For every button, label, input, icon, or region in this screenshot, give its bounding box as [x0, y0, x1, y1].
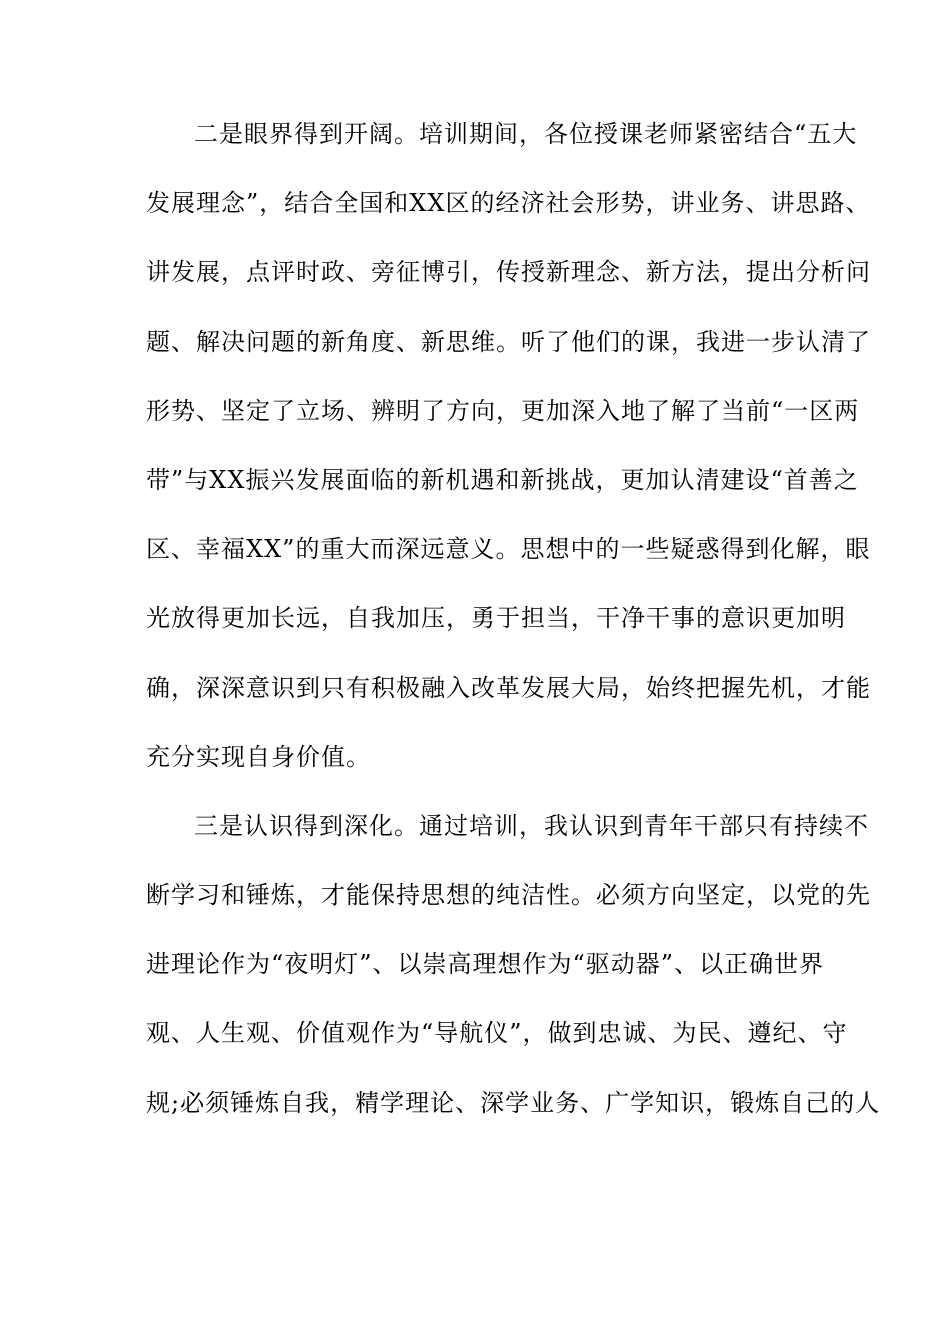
- paragraph-3-line-5: 规;必须锤炼自我，精学理论、深学业务、广学知识，锻炼自己的人: [146, 1088, 881, 1117]
- paragraph-2-line-9: 确，深深意识到只有积极融入改革发展大局，始终把握先机，才能: [146, 673, 871, 702]
- paragraph-2-line-1: 二是眼界得到开阔。培训期间，各位授课老师紧密结合“五大: [194, 120, 858, 148]
- paragraph-3-line-1: 三是认识得到深化。通过培训，我认识到青年干部只有持续不: [194, 811, 869, 840]
- paragraph-3-line-3: 进理论作为“夜明灯”、以崇高理想作为“驱动器”、以正确世界: [146, 950, 825, 979]
- paragraph-2-line-7: 区、幸福XX”的重大而深远意义。思想中的一些疑惑得到化解，眼: [146, 535, 871, 564]
- paragraph-2-line-4: 题、解决问题的新角度、新思维。听了他们的课，我进一步认清了: [146, 327, 871, 356]
- paragraph-2-line-3: 讲发展，点评时政、旁征博引，传授新理念、新方法，提出分析问: [146, 258, 871, 287]
- paragraph-3-line-2: 断学习和锤炼，才能保持思想的纯洁性。必须方向坚定，以党的先: [146, 881, 871, 910]
- paragraph-2-line-2: 发展理念”，结合全国和XX区的经济社会形势，讲业务、讲思路、: [146, 189, 871, 218]
- paragraph-2-line-6: 带”与XX振兴发展面临的新机遇和新挑战，更加认清建设“首善之: [146, 465, 859, 494]
- paragraph-2-line-8: 光放得更加长远，自我加压，勇于担当，干净干事的意识更加明: [146, 604, 846, 633]
- paragraph-2-line-10: 充分实现自身价值。: [146, 742, 371, 771]
- paragraph-2-line-5: 形势、坚定了立场、辨明了方向，更加深入地了解了当前“一区两: [146, 396, 860, 425]
- paragraph-3-line-4: 观、人生观、价值观作为“导航仪”，做到忠诚、为民、遵纪、守: [146, 1019, 848, 1048]
- document-body: [146, 120, 881, 1160]
